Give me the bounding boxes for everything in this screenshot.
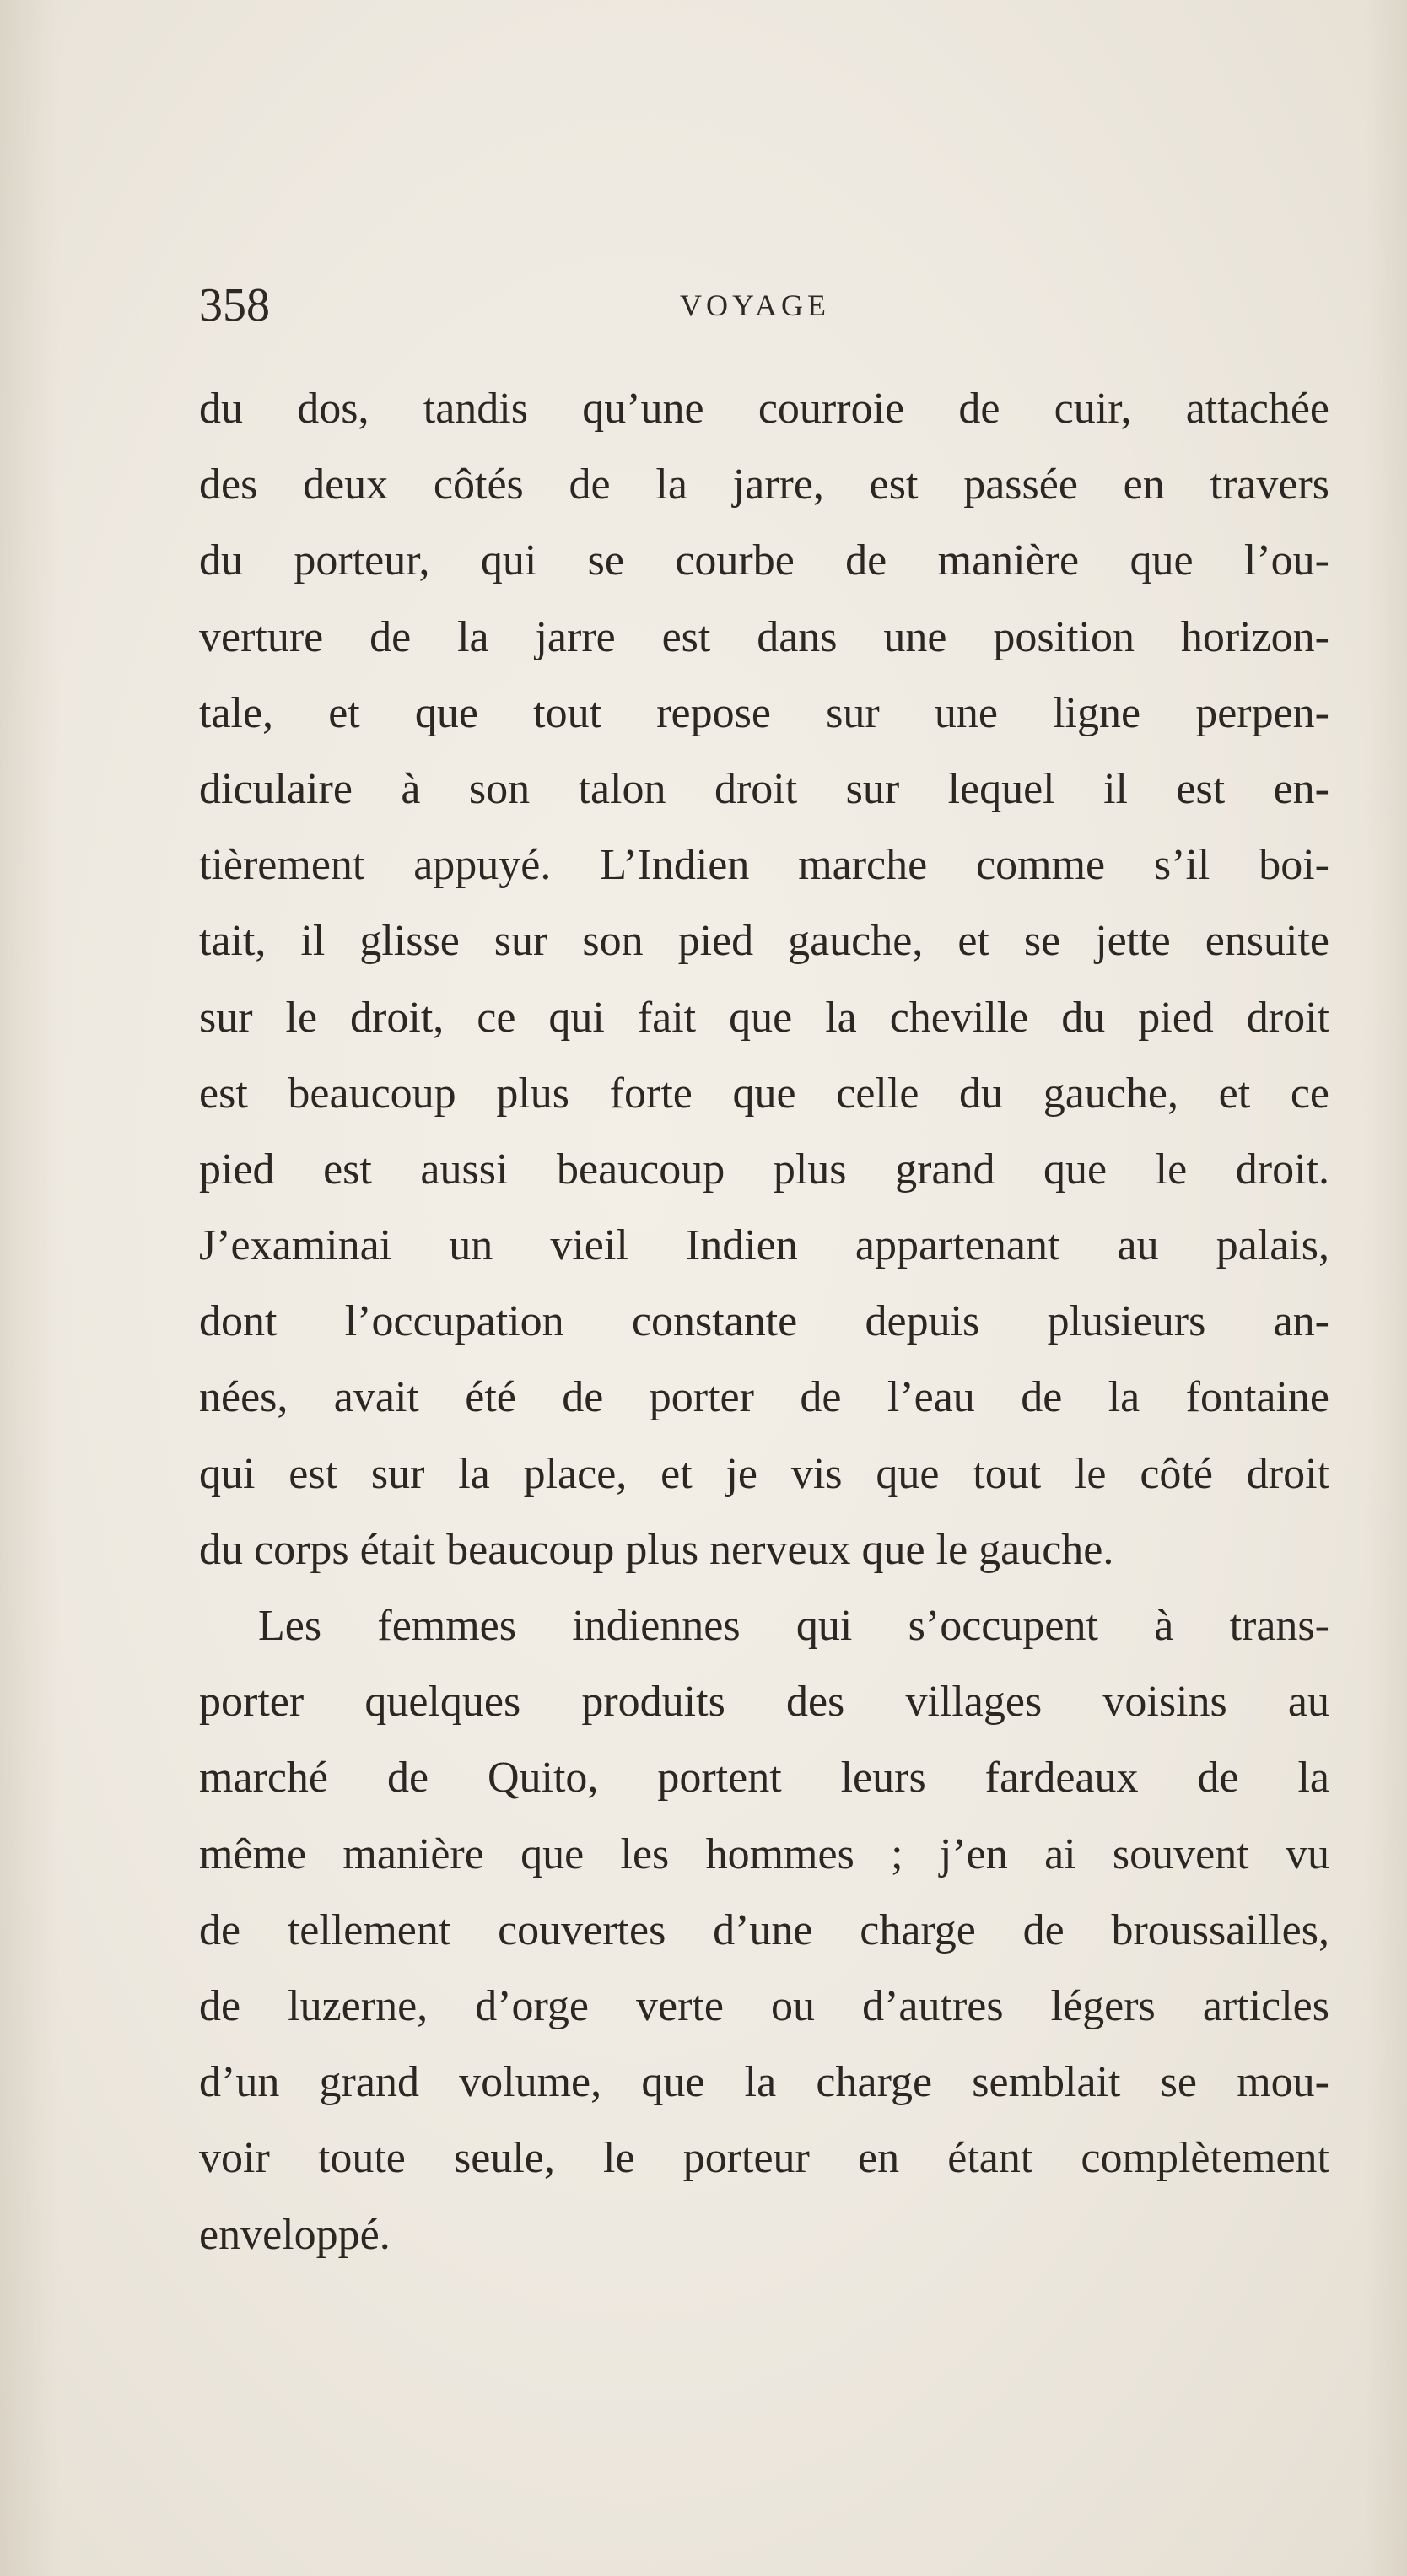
page-number: 358 xyxy=(199,279,270,331)
text-line: verture de la jarre est dans une position horizon- xyxy=(199,612,1329,661)
text-line: pied est aussi beaucoup plus grand que le droit. xyxy=(199,1145,1329,1194)
page-body xyxy=(199,371,1329,2273)
text-line: du dos, tandis qu’une courroie de cuir, attachée xyxy=(199,385,1329,433)
text-line: tièrement appuyé. L’Indien marche comme s’il boi- xyxy=(199,841,1329,890)
running-head: VOYAGE xyxy=(680,288,830,322)
text-line: dont l’occupation constante depuis plusieurs an- xyxy=(199,1297,1329,1346)
paragraph-1 xyxy=(199,371,1329,1588)
paragraph-2 xyxy=(199,1588,1329,2273)
text-line: porter quelques produits des villages voisins au xyxy=(199,1678,1329,1727)
text-line: est beaucoup plus forte que celle du gauche, et ce xyxy=(199,1069,1329,1118)
text-line: enveloppé. xyxy=(199,2210,391,2259)
text-line: d’un grand volume, que la charge semblait se mou- xyxy=(199,2058,1329,2107)
text-line: des deux côtés de la jarre, est passée en travers xyxy=(199,461,1329,509)
text-line: J’examinai un vieil Indien appartenant au palais, xyxy=(199,1221,1329,1270)
page-edge-shadow xyxy=(1365,0,1407,2576)
page-gutter-shadow xyxy=(0,0,59,2576)
text-line: Les femmes indiennes qui s’occupent à trans- xyxy=(258,1602,1329,1650)
text-line: tale, et que tout repose sur une ligne perpen- xyxy=(199,688,1329,737)
text-line: sur le droit, ce qui fait que la cheville du pied droit xyxy=(199,993,1329,1042)
text-line: du porteur, qui se courbe de manière que l’ou- xyxy=(199,536,1329,585)
text-line: marché de Quito, portent leurs fardeaux de la xyxy=(199,1754,1329,1803)
page-header xyxy=(199,272,1329,339)
text-line: voir toute seule, le porteur en étant complètement xyxy=(199,2134,1329,2183)
text-line: même manière que les hommes ; j’en ai souvent vu xyxy=(199,1830,1329,1878)
text-line: diculaire à son talon droit sur lequel il est en- xyxy=(199,764,1329,813)
text-line: nées, avait été de porter de l’eau de la fontaine xyxy=(199,1373,1329,1422)
text-line: de luzerne, d’orge verte ou d’autres légers articles xyxy=(199,1981,1329,2030)
text-line: tait, il glisse sur son pied gauche, et se jette ensuite xyxy=(199,917,1329,966)
text-line: de tellement couvertes d’une charge de broussailles, xyxy=(199,1905,1329,1954)
text-line: du corps était beaucoup plus nerveux que le gauche. xyxy=(199,1525,1114,1574)
text-line: qui est sur la place, et je vis que tout le côté droit xyxy=(199,1449,1329,1498)
